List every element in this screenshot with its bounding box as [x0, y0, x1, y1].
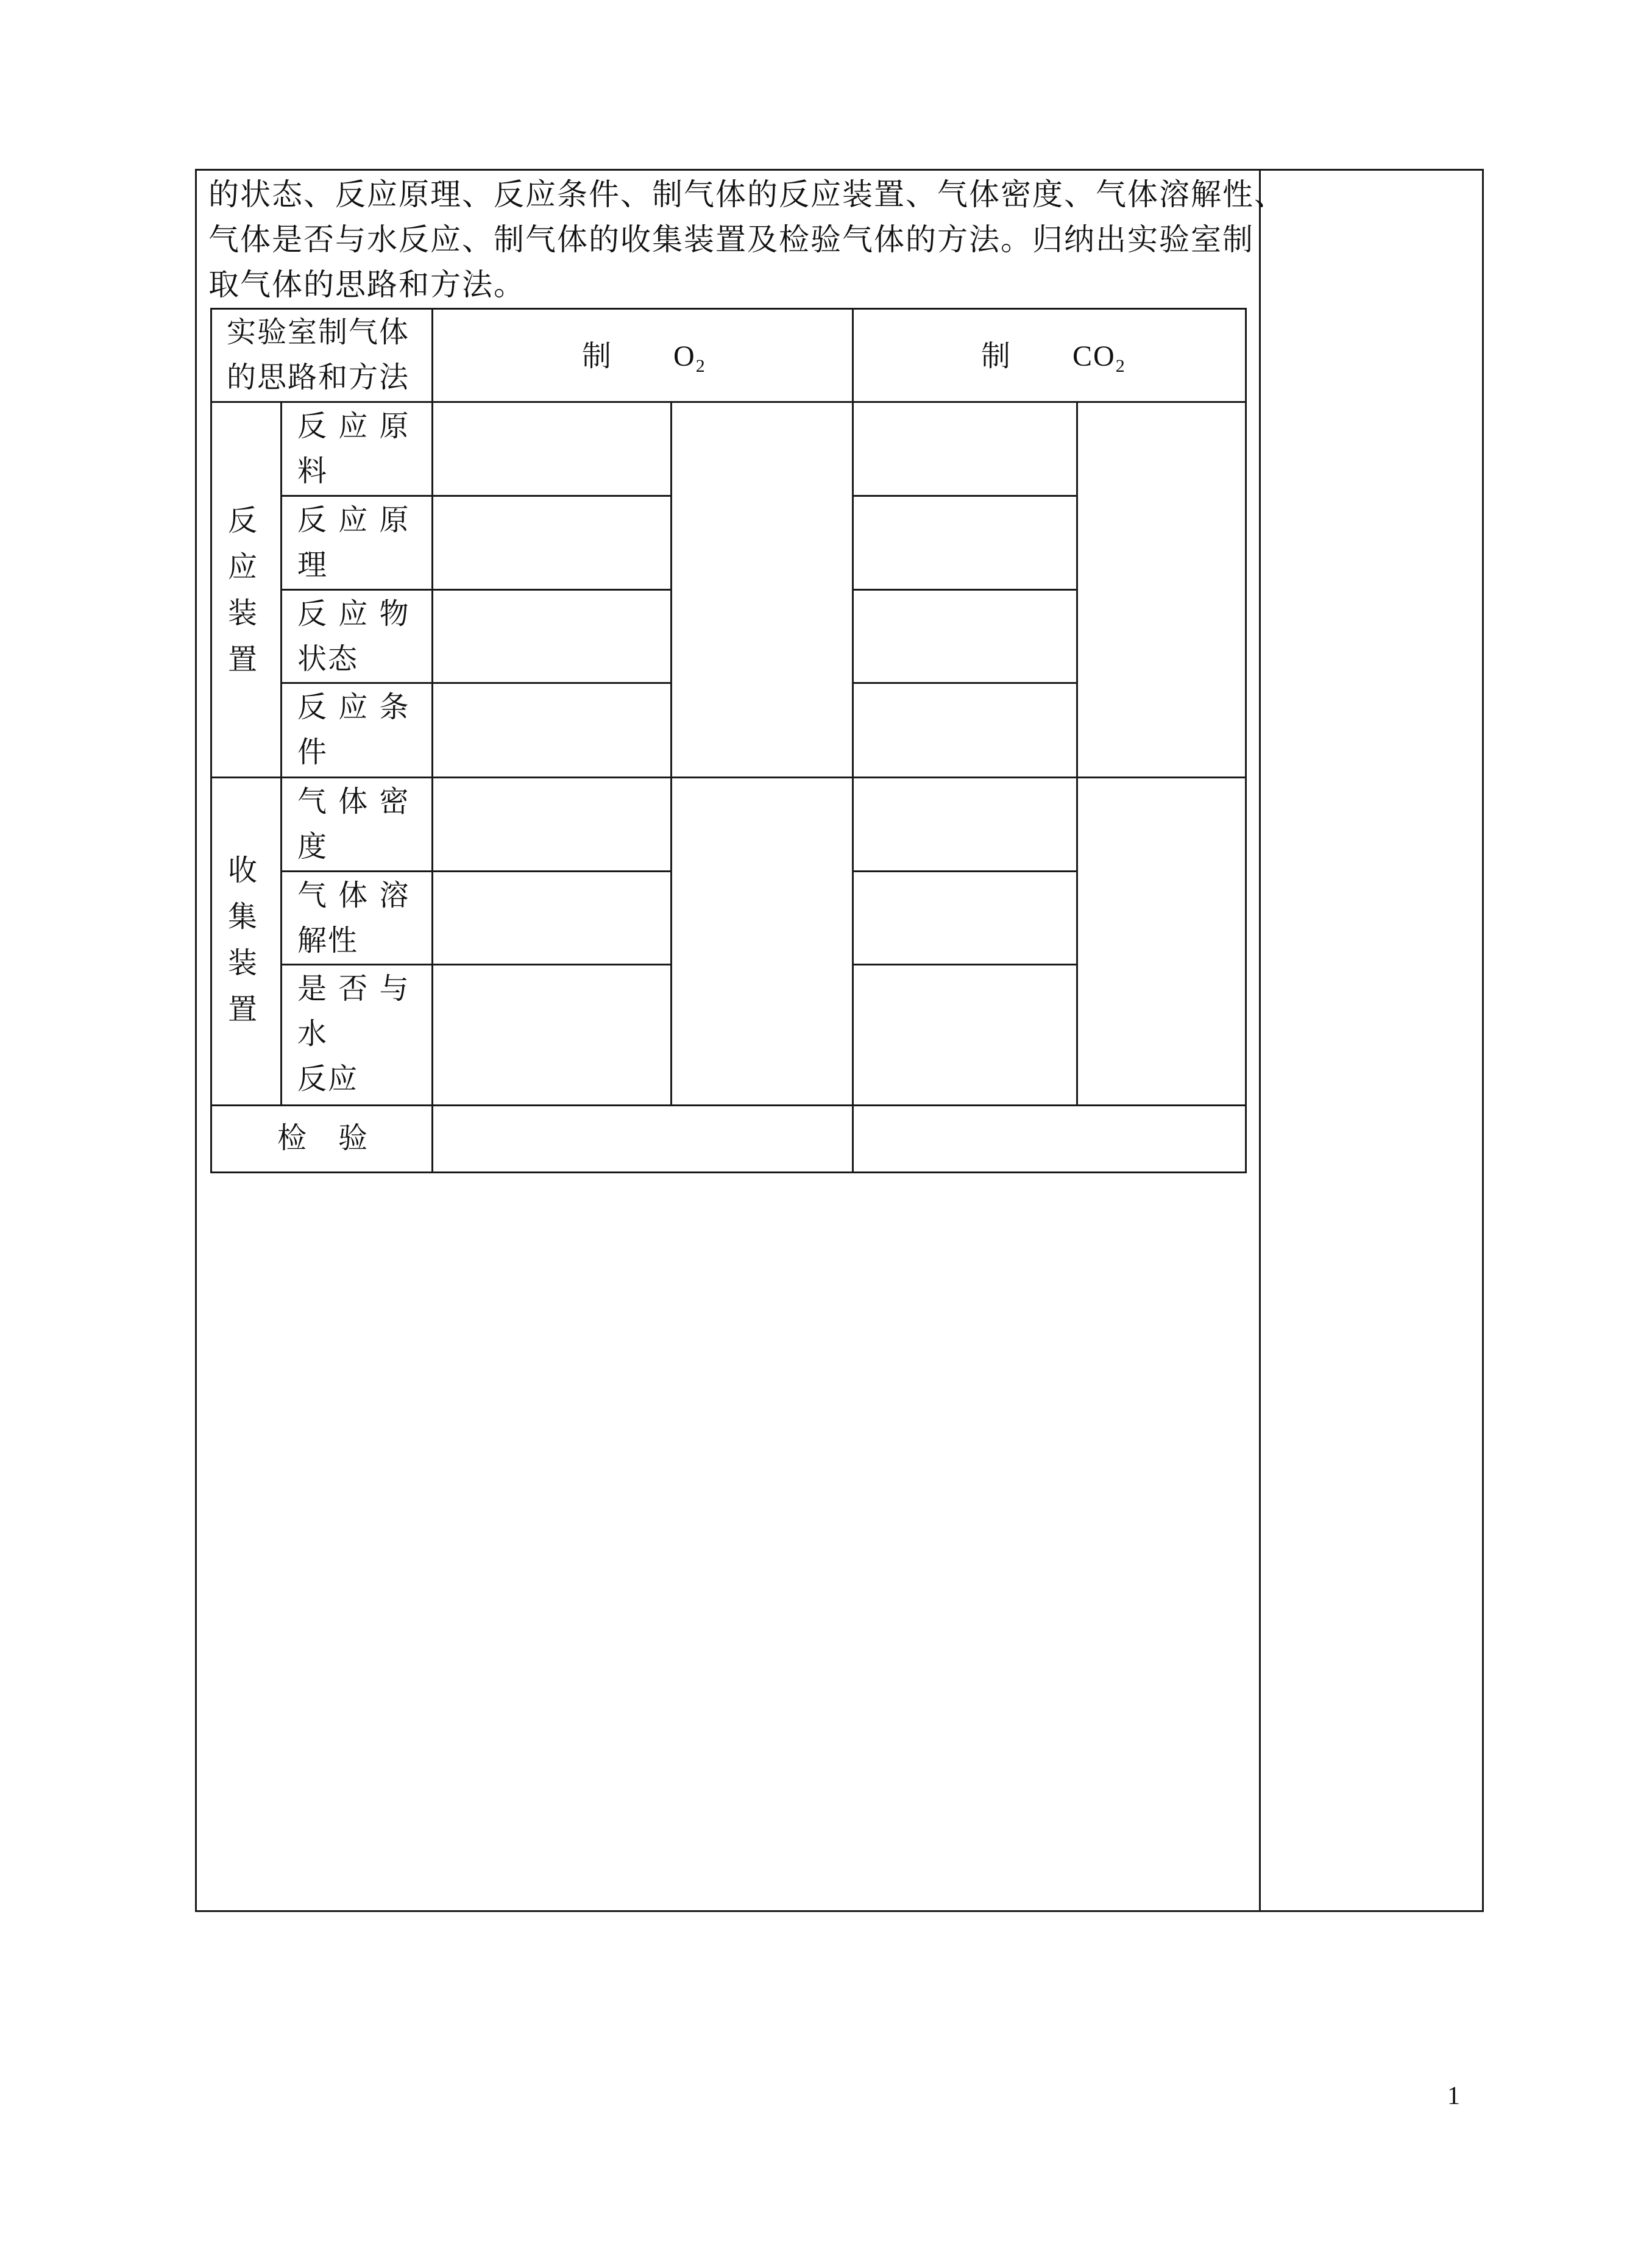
header-o2 — [582, 334, 706, 389]
header-label-line-2: 的思路和方法 — [227, 360, 410, 394]
group2-char: 装 — [227, 946, 257, 980]
row-label-line-1: 反 应 原 — [297, 503, 410, 537]
group1-char: 装 — [227, 596, 257, 630]
header-o2-prefix: 制 — [582, 340, 613, 372]
intro-line-1: 的状态、反应原理、反应条件、制气体的反应装置、气体密度、气体溶解性、 — [208, 177, 1286, 212]
table-line — [210, 777, 1246, 778]
outer-column-divider — [1259, 169, 1261, 1912]
group1-char: 置 — [227, 642, 257, 677]
table-line — [852, 495, 1076, 497]
row-label-line-1: 反 应 物 — [297, 597, 410, 631]
row-reaction-principle — [297, 497, 410, 588]
table-line — [1245, 308, 1247, 1173]
row-reaction-material — [297, 403, 410, 494]
table-line — [280, 401, 282, 1104]
row-label-line-2: 件 — [297, 735, 328, 769]
intro-paragraph — [208, 172, 1286, 307]
header-label — [227, 310, 410, 400]
row-label-line-1: 反 应 原 — [297, 409, 410, 443]
row-label-line-3: 反应 — [297, 1062, 359, 1096]
row-gas-density — [297, 779, 410, 869]
group1-char: 反 — [227, 503, 257, 538]
table-line — [852, 589, 1076, 591]
row-label-line-2: 料 — [297, 454, 328, 488]
row-label-line-1: 反 应 条 — [297, 690, 410, 724]
table-line — [852, 870, 1076, 872]
table-line — [280, 870, 670, 872]
row-label-line-1: 气 体 溶 — [297, 878, 410, 912]
group-label-collection-device — [224, 847, 261, 1033]
table-line — [1076, 401, 1078, 1104]
row-reaction-condition — [297, 684, 410, 775]
table-line — [280, 682, 670, 684]
row-label-line-2: 度 — [297, 830, 328, 864]
table-line — [210, 1171, 1246, 1173]
table-line — [280, 964, 670, 965]
group2-char: 收 — [227, 853, 257, 887]
header-co2-prefix: 制 — [981, 340, 1012, 372]
row-label-line-1: 是 否 与 — [297, 972, 410, 1006]
row-label-line-1: 气 体 密 — [297, 784, 410, 819]
table-line — [210, 1104, 1246, 1106]
table-line — [852, 682, 1076, 684]
table-line — [852, 308, 854, 1173]
group-label-reaction-device — [224, 497, 261, 683]
table-line — [431, 308, 433, 1173]
row-react-with-water — [297, 966, 410, 1101]
intro-line-2: 气体是否与水反应、制气体的收集装置及检验气体的方法。归纳出实验室制 — [208, 222, 1254, 257]
header-co2 — [981, 334, 1126, 389]
table-line — [280, 589, 670, 591]
row-gas-solubility — [297, 873, 410, 963]
table-line — [852, 964, 1076, 965]
table-line — [210, 401, 1246, 403]
header-o2-formula: O — [673, 340, 696, 372]
group2-char: 集 — [227, 900, 257, 934]
header-o2-sub: 2 — [695, 356, 706, 376]
row-label-line-2: 水 — [297, 1017, 328, 1051]
group2-char: 置 — [227, 992, 257, 1026]
intro-line-3: 取气体的思路和方法。 — [208, 267, 525, 302]
page-number: 1 — [1447, 2082, 1460, 2110]
table-line — [210, 308, 212, 1173]
table-line — [670, 401, 672, 1104]
group1-char: 应 — [227, 550, 257, 584]
row-inspection-label: 检 验 — [277, 1121, 369, 1155]
row-label-line-2: 理 — [297, 548, 328, 582]
row-label-line-2: 解性 — [297, 923, 359, 958]
row-label-line-2: 状态 — [297, 642, 359, 676]
table-line — [280, 495, 670, 497]
header-label-line-1: 实验室制气体 — [227, 315, 410, 349]
header-co2-formula: CO — [1072, 340, 1116, 372]
header-co2-sub: 2 — [1115, 356, 1126, 376]
row-reactant-state — [297, 591, 410, 681]
